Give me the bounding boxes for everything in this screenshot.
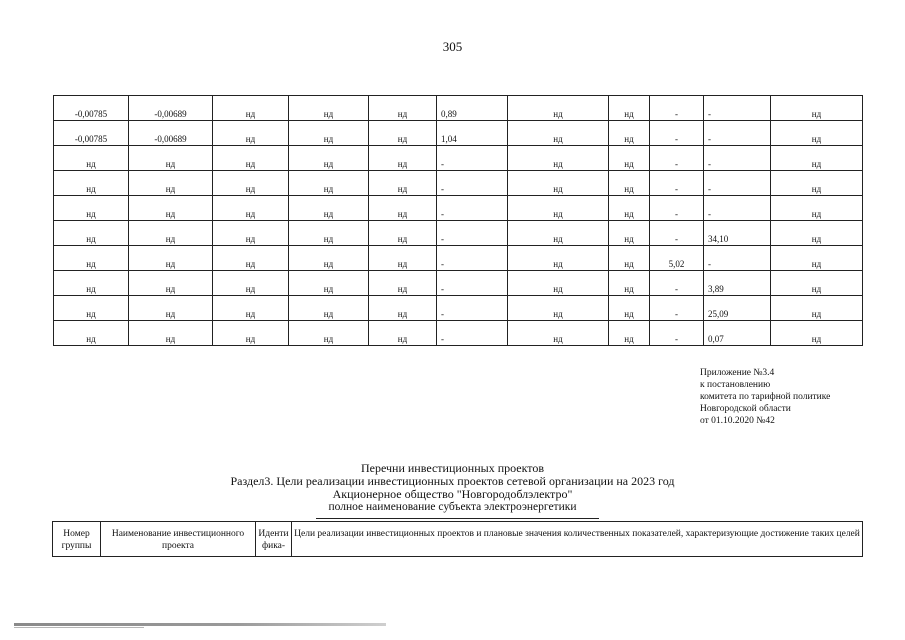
table-cell: нд	[213, 296, 289, 321]
table-cell: нд	[129, 171, 213, 196]
table-cell: нд	[129, 221, 213, 246]
table-cell: нд	[771, 121, 863, 146]
table-cell: нд	[771, 246, 863, 271]
table-cell: нд	[54, 321, 129, 346]
table-cell: -	[437, 146, 508, 171]
table-cell: нд	[54, 171, 129, 196]
data-table	[53, 95, 863, 346]
table-cell: нд	[771, 221, 863, 246]
table-cell: нд	[369, 196, 437, 221]
table-cell: нд	[508, 146, 609, 171]
table-cell: -	[650, 96, 704, 121]
table-cell: нд	[369, 96, 437, 121]
table-cell: нд	[771, 146, 863, 171]
table-cell: нд	[289, 246, 369, 271]
table-cell: -	[650, 196, 704, 221]
table-cell: -	[704, 246, 771, 271]
table-cell: нд	[213, 171, 289, 196]
header-identifier: Иденти фика-	[256, 522, 292, 557]
appendix-line: комитета по тарифной политике	[700, 392, 831, 402]
table-cell: нд	[609, 321, 650, 346]
table-cell: нд	[289, 221, 369, 246]
table-cell: нд	[508, 121, 609, 146]
table-row	[54, 296, 863, 321]
table-cell: нд	[508, 171, 609, 196]
table-cell: нд	[369, 171, 437, 196]
table-cell: -	[650, 271, 704, 296]
table-cell: нд	[771, 196, 863, 221]
table-cell: нд	[129, 146, 213, 171]
table-row	[54, 96, 863, 121]
table-cell: нд	[369, 146, 437, 171]
table-cell: 1,04	[437, 121, 508, 146]
table-cell: -	[437, 196, 508, 221]
section-titles	[0, 462, 905, 514]
table-cell: нд	[771, 271, 863, 296]
table-cell: нд	[289, 296, 369, 321]
table-cell: 0,89	[437, 96, 508, 121]
table-cell: -0,00689	[129, 121, 213, 146]
table-cell: -	[650, 146, 704, 171]
goals-header-table	[52, 521, 863, 557]
table-cell: нд	[213, 271, 289, 296]
table-cell: нд	[213, 146, 289, 171]
table-cell: нд	[289, 321, 369, 346]
table-cell: -	[650, 221, 704, 246]
table-cell: нд	[54, 246, 129, 271]
table-cell: нд	[289, 96, 369, 121]
table-cell: нд	[369, 246, 437, 271]
table-cell: -	[704, 121, 771, 146]
section-subtitle: Раздел3. Цели реализации инвестиционных проектов сетевой организации на 2023 год	[230, 474, 675, 488]
table-cell: 0,07	[704, 321, 771, 346]
table-cell: нд	[609, 171, 650, 196]
appendix-line: Новгородской области	[700, 404, 791, 414]
table-cell: нд	[771, 296, 863, 321]
table-cell: -	[437, 296, 508, 321]
table-cell: -	[650, 121, 704, 146]
table-cell: нд	[213, 221, 289, 246]
table-row	[54, 246, 863, 271]
table-cell: нд	[213, 196, 289, 221]
table-cell: нд	[54, 221, 129, 246]
table-row	[54, 171, 863, 196]
table-cell: нд	[213, 96, 289, 121]
table-row	[54, 121, 863, 146]
table-row	[54, 196, 863, 221]
table-row	[54, 146, 863, 171]
table-cell: нд	[213, 246, 289, 271]
table-cell: -	[437, 271, 508, 296]
table-cell: -	[650, 171, 704, 196]
table-cell: нд	[609, 246, 650, 271]
table-cell: нд	[508, 296, 609, 321]
table-cell: нд	[508, 246, 609, 271]
table-cell: нд	[771, 171, 863, 196]
appendix-line: от 01.10.2020 №42	[700, 416, 775, 426]
header-group-number: Номер группы	[53, 522, 101, 557]
table-cell: нд	[213, 121, 289, 146]
table-cell: -	[650, 321, 704, 346]
table-cell: нд	[508, 96, 609, 121]
table-cell: нд	[289, 196, 369, 221]
table-cell: 3,89	[704, 271, 771, 296]
table-cell: -	[437, 171, 508, 196]
table-cell: 34,10	[704, 221, 771, 246]
table-cell: нд	[129, 271, 213, 296]
table-cell: нд	[54, 146, 129, 171]
header-goals: Цели реализации инвестиционных проектов и плановые значения количественных показателей, характеризующие достижение таких целей	[292, 522, 863, 557]
table-cell: нд	[609, 121, 650, 146]
table-cell: нд	[369, 121, 437, 146]
organization-name: Акционерное общество "Новгородоблэлектро"	[332, 487, 573, 501]
table-cell: -	[704, 96, 771, 121]
table-cell: нд	[54, 196, 129, 221]
table-cell: нд	[129, 246, 213, 271]
table-cell: нд	[609, 196, 650, 221]
table-cell: -	[704, 146, 771, 171]
organization-underline	[316, 518, 599, 519]
table-cell: нд	[289, 271, 369, 296]
table-cell: нд	[129, 321, 213, 346]
scan-artifact	[14, 623, 386, 626]
table-cell: нд	[609, 146, 650, 171]
table-cell: нд	[609, 271, 650, 296]
appendix-line: Приложение №3.4	[700, 368, 775, 378]
table-cell: нд	[129, 296, 213, 321]
table-cell: -	[704, 171, 771, 196]
table-cell: нд	[609, 221, 650, 246]
table-cell: нд	[54, 271, 129, 296]
appendix-line: к постановлению	[700, 380, 771, 390]
table-cell: -	[437, 321, 508, 346]
table-cell: нд	[771, 321, 863, 346]
table-cell: нд	[508, 321, 609, 346]
table-row	[54, 321, 863, 346]
table-cell: -0,00785	[54, 121, 129, 146]
table-cell: -0,00785	[54, 96, 129, 121]
table-row	[54, 221, 863, 246]
table-cell: -0,00689	[129, 96, 213, 121]
table-cell: нд	[508, 221, 609, 246]
table-cell: нд	[508, 196, 609, 221]
table-cell: нд	[289, 146, 369, 171]
table-cell: нд	[369, 321, 437, 346]
organization-caption: полное наименование субъекта электроэнергетики	[328, 501, 577, 513]
table-cell: нд	[289, 121, 369, 146]
table-cell: 5,02	[650, 246, 704, 271]
table-cell: -	[650, 296, 704, 321]
table-cell: -	[437, 246, 508, 271]
table-cell: нд	[609, 96, 650, 121]
page-number: 305	[442, 39, 463, 54]
table-cell: нд	[369, 271, 437, 296]
appendix-note	[700, 367, 830, 427]
table-cell: -	[437, 221, 508, 246]
table-cell: нд	[369, 296, 437, 321]
table-cell: нд	[213, 321, 289, 346]
table-cell: нд	[508, 271, 609, 296]
scan-artifact	[14, 627, 144, 628]
header-project-name: Наименование инвестиционного проекта	[101, 522, 256, 557]
table-row	[54, 271, 863, 296]
table-cell: -	[704, 196, 771, 221]
table-cell: нд	[369, 221, 437, 246]
table-cell: нд	[609, 296, 650, 321]
table-cell: нд	[289, 171, 369, 196]
table-cell: 25,09	[704, 296, 771, 321]
section-title: Перечни инвестиционных проектов	[360, 461, 545, 475]
table-cell: нд	[129, 196, 213, 221]
table-cell: нд	[771, 96, 863, 121]
table-cell: нд	[54, 296, 129, 321]
